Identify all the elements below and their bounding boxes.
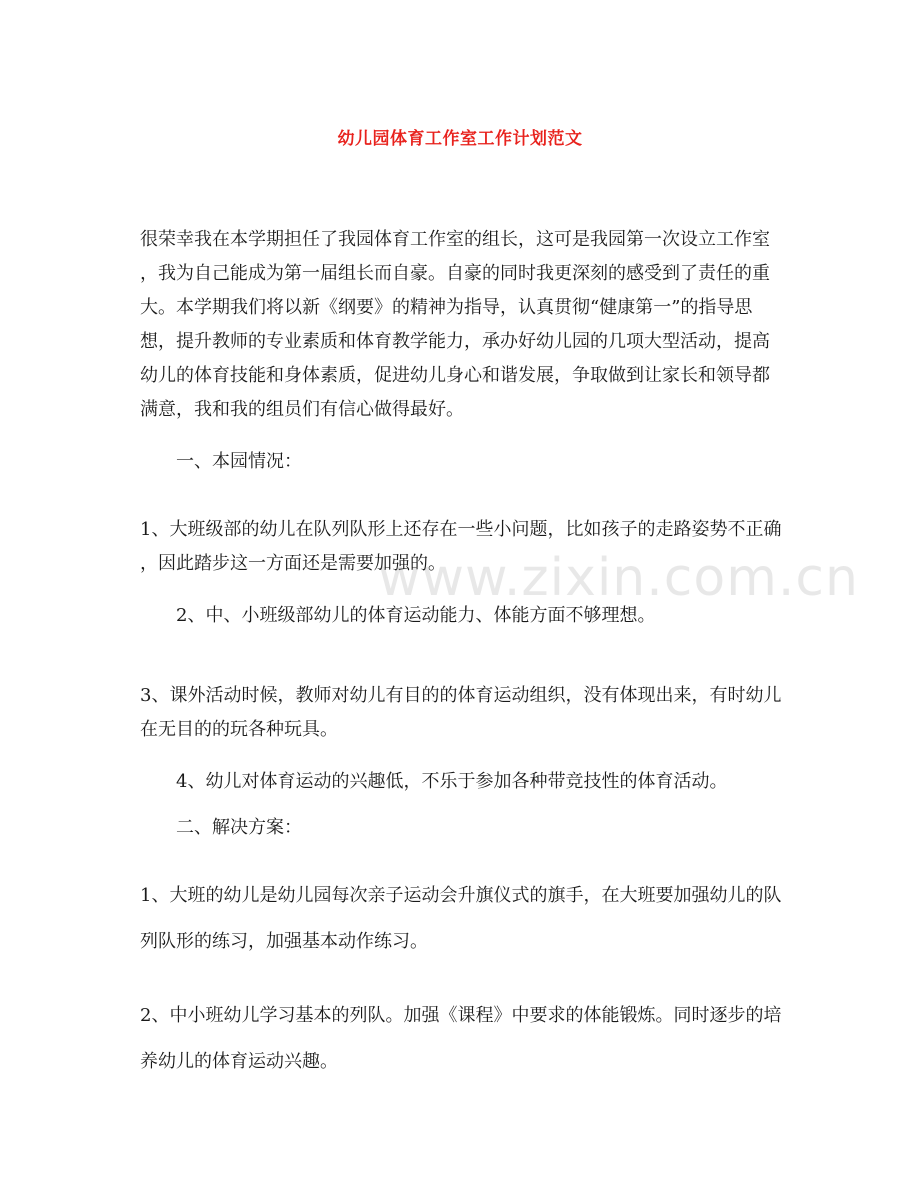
s1-item2: 2、中、小班级部幼儿的体育运动能力、体能方面不够理想。: [176, 605, 656, 626]
s1-item4: 4、幼儿对体育运动的兴趣低，不乐于参加各种带竞技性的体育活动。: [176, 771, 728, 792]
intro-line-6: 满意，我和我的组员们有信心做得最好。: [140, 399, 464, 420]
intro-line-4: 想，提升教师的专业素质和体育教学能力，承办好幼儿园的几项大型活动，提高: [140, 331, 770, 352]
intro-line-3: 大。本学期我们将以新《纲要》的精神为指导，认真贯彻“健康第一”的指导思: [140, 297, 753, 318]
section1-heading: 一、本园情况：: [176, 451, 302, 472]
section2-heading: 二、解决方案：: [176, 817, 302, 838]
intro-line-5: 幼儿的体育技能和身体素质，促进幼儿身心和谐发展，争取做到让家长和领导都: [140, 365, 770, 386]
intro-line-1: 很荣幸我在本学期担任了我园体育工作室的组长，这可是我园第一次设立工作室: [140, 229, 770, 250]
intro-line-2: ，我为自己能成为第一届组长而自豪。自豪的同时我更深刻的感受到了责任的重: [140, 263, 770, 284]
s1-item1-line1: 1、大班级部的幼儿在队列队形上还存在一些小问题，比如孩子的走路姿势不正确: [140, 519, 782, 540]
s2-item2-line2: 养幼儿的体育运动兴趣。: [140, 1051, 338, 1072]
watermark: www.zixin.com.cn: [378, 548, 859, 608]
s1-item3-line1: 3、课外活动时候，教师对幼儿有目的的体育运动组织，没有体现出来，有时幼儿: [140, 685, 782, 706]
document-title: 幼儿园体育工作室工作计划范文: [337, 129, 583, 149]
s2-item1-line1: 1、大班的幼儿是幼儿园每次亲子运动会升旗仪式的旗手，在大班要加强幼儿的队: [140, 885, 782, 906]
s2-item2-line1: 2、中小班幼儿学习基本的列队。加强《课程》中要求的体能锻炼。同时逐步的培: [140, 1005, 782, 1026]
s1-item1-line2: ，因此踏步这一方面还是需要加强的。: [140, 553, 446, 574]
s1-item3-line2: 在无目的的玩各种玩具。: [140, 719, 338, 740]
s2-item1-line2: 列队形的练习，加强基本动作练习。: [140, 931, 428, 952]
